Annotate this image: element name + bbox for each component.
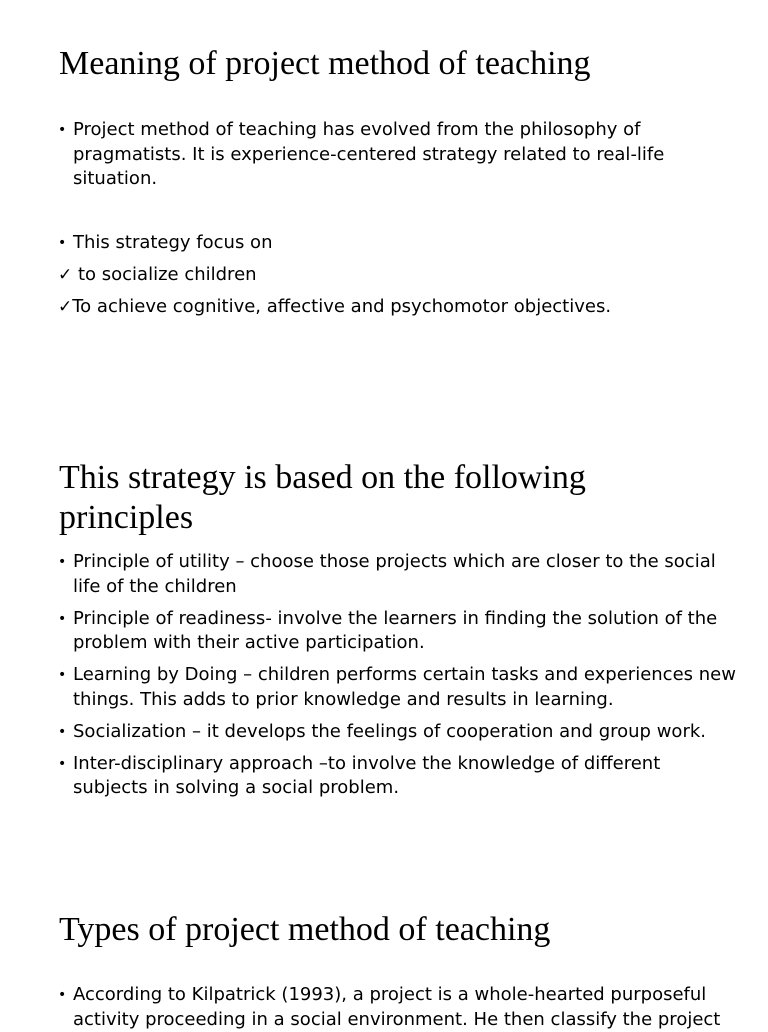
bullet-text: Learning by Doing – children performs certain tasks and experiences new things. This adds to prior knowledge and results in learning. — [73, 664, 736, 710]
bullet-marker: • — [58, 755, 67, 772]
checkmark-icon: ✓ — [58, 265, 73, 285]
bullet-text: Project method of teaching has evolved from the philosophy of pragmatists. It is experience-centered strategy related to real-life situation. — [73, 119, 665, 189]
bullet-marker: • — [58, 610, 67, 627]
bullet-item — [58, 983, 738, 1032]
bullet-text: Socialization – it develops the feelings of cooperation and group work. — [73, 720, 706, 742]
bullet-text: Principle of utility – choose those projects which are closer to the social life of the children — [73, 551, 716, 597]
slide-1-title: Meaning of project method of teaching — [59, 45, 591, 82]
slide-2-title: This strategy is based on the following principles — [59, 459, 586, 536]
bullet-marker: • — [58, 235, 67, 251]
checkmark-icon: ✓ — [58, 297, 73, 317]
check-text: To achieve cognitive, affective and psychomotor objectives. — [72, 296, 612, 317]
check-text: to socialize children — [72, 264, 257, 285]
bullet-text: Inter-disciplinary approach –to involve the knowledge of different subjects in solving a social problem. — [73, 752, 661, 798]
bullet-text: According to Kilpatrick (1993), a project is a whole-hearted purposeful activity proceeding in a social environment. He then classify the project — [73, 984, 721, 1030]
slide-3-title: Types of project method of teaching — [59, 911, 551, 948]
bullet-marker: • — [58, 554, 67, 570]
bullet-text: Principle of readiness- involve the learners in finding the solution of the problem with their active participation. — [73, 607, 718, 653]
bullet-marker: • — [58, 987, 67, 1003]
bullet-marker: • — [58, 723, 67, 740]
slide-3-bullets — [58, 983, 738, 1032]
bullet-marker: • — [58, 667, 67, 683]
bullet-text: This strategy focus on — [73, 232, 273, 253]
bullet-marker: • — [58, 122, 67, 138]
